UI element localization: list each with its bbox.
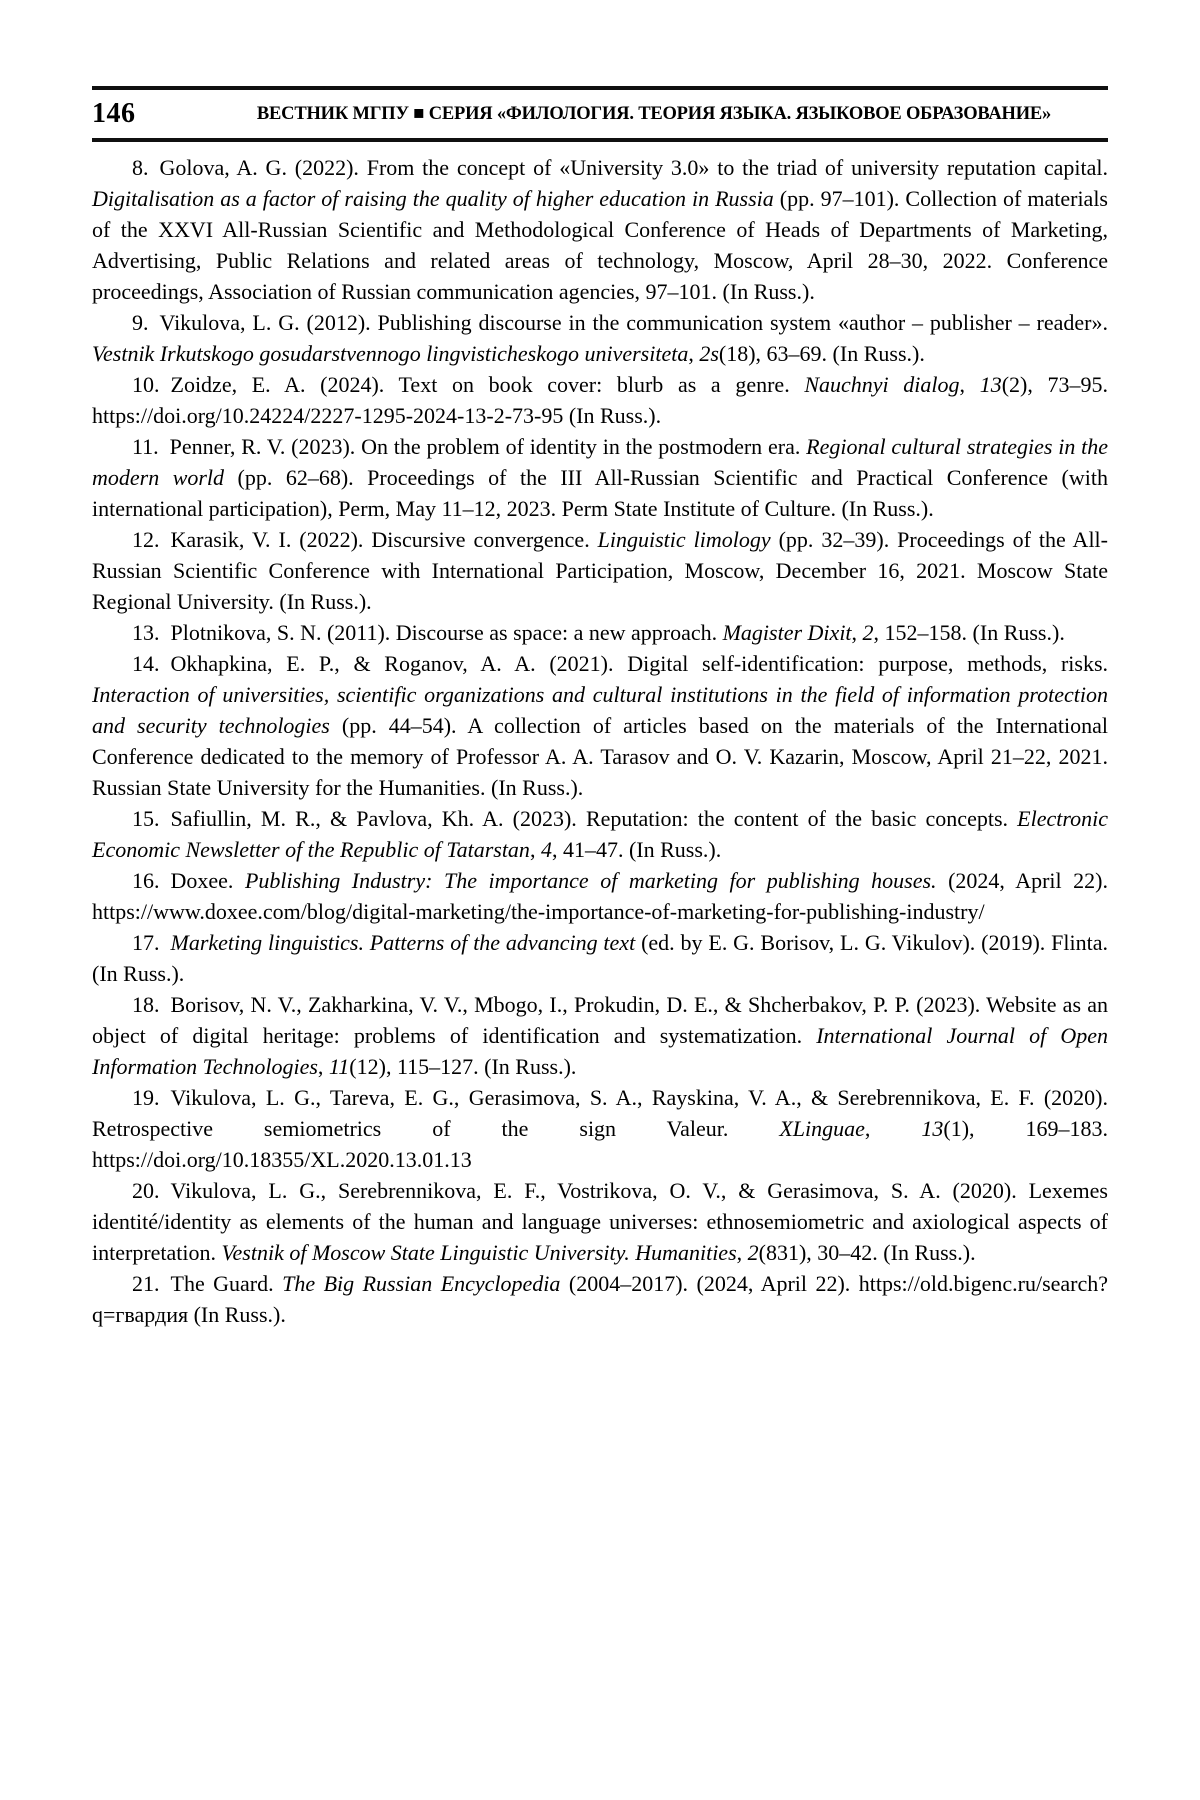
reference-item: [92, 152, 1108, 307]
ref-text-run: (2004–2017). (2024, April 22). https://old.bigenc.ru/search?q=гвардия (In Russ.).: [92, 1271, 1109, 1327]
ref-italic-run: 13: [921, 1116, 944, 1141]
ref-text-run: 11. Penner, R. V. (2023). On the problem of identity in the postmodern era.: [132, 434, 807, 459]
ref-text-run: (831), 30–42. (In Russ.).: [758, 1240, 976, 1265]
ref-italic-run: Electronic Economic Newsletter of the Republic of Tatarstan: [92, 806, 1108, 862]
reference-item: [92, 865, 1108, 927]
ref-text-run: (pp. 62–68). Proceedings of the III All-Russian Scientific and Practical Conference (with international participation), Perm, May 11–12, 2023. Perm State Institute of Culture. (In Russ.).: [92, 465, 1109, 521]
ref-italic-run: 4: [540, 837, 552, 862]
reference-item: [92, 927, 1108, 989]
ref-text-run: , 152–158. (In Russ.).: [873, 620, 1065, 645]
ref-text-run: (2024, April 22). https://www.doxee.com/blog/digital-marketing/the-importance-of-marketing-for-publishing-industry/: [92, 868, 1108, 924]
ref-text-run: (pp. 32–39). Proceedings of the All-Russian Scientific Conference with International Participation, Moscow, December 16, 2021. Moscow State Regional University. (In Russ.).: [92, 527, 1108, 614]
ref-text-run: 13. Plotnikova, S. N. (2011). Discourse as space: a new approach.: [132, 620, 723, 645]
ref-text-run: 19. Vikulova, L. G., Tareva, E. G., Gerasimova, S. A., Rayskina, V. A., & Serebrennikova, E. F. (2020). Retrospective semiometrics of the sign Valeur.: [92, 1085, 1108, 1141]
ref-text-run: (1), 169–183. https://doi.org/10.18355/XL.2020.13.01.13: [92, 1116, 1109, 1172]
ref-text-run: 10. Zoidze, E. A. (2024). Text on book cover: blurb as a genre.: [132, 372, 805, 397]
reference-item: [92, 431, 1108, 524]
ref-italic-run: 13: [979, 372, 1002, 397]
ref-italic-run: XLinguae: [779, 1116, 865, 1141]
ref-text-run: (12), 115–127. (In Russ.).: [349, 1054, 577, 1079]
ref-text-run: , 41–47. (In Russ.).: [551, 837, 722, 862]
ref-text-run: 8. Golova, A. G. (2022). From the concept of «University 3.0» to the triad of university reputation capital.: [132, 155, 1108, 180]
reference-item: [92, 307, 1108, 369]
ref-text-run: 9. Vikulova, L. G. (2012). Publishing discourse in the communication system «author – publisher – reader».: [132, 310, 1108, 335]
running-header: [92, 86, 1108, 142]
ref-text-run: ,: [317, 1054, 329, 1079]
reference-item: [92, 524, 1108, 617]
ref-italic-run: 2s: [699, 341, 719, 366]
reference-item: [92, 803, 1108, 865]
reference-item: [92, 1175, 1108, 1268]
reference-item: [92, 1268, 1108, 1330]
ref-italic-run: Interaction of universities, scientific organizations and cultural institutions in the field of information protection and security technologies: [92, 682, 1108, 738]
ref-text-run: 15. Safiullin, M. R., & Pavlova, Kh. A. (2023). Reputation: the content of the basic concepts.: [132, 806, 1018, 831]
ref-text-run: (pp. 44–54). A collection of articles based on the materials of the International Conference dedicated to the memory of Professor A. A. Tarasov and O. V. Kazarin, Moscow, April 21–22, 2021. Russian State University for the Humanities. (In Russ.).: [92, 713, 1108, 800]
page-number: 146: [92, 98, 136, 129]
ref-text-run: 14. Okhapkina, E. P., & Roganov, A. A. (2021). Digital self-identification: purpose, methods, risks.: [132, 651, 1108, 676]
ref-italic-run: Publishing Industry: The importance of marketing for publishing houses.: [244, 868, 937, 893]
ref-text-run: ,: [959, 372, 980, 397]
journal-header-title: ВЕСТНИК МГПУ ■ СЕРИЯ «ФИЛОЛОГИЯ. ТЕОРИЯ ЯЗЫКА. ЯЗЫКОВОЕ ОБРАЗОВАНИЕ»: [256, 103, 1052, 124]
ref-text-run: ,: [529, 837, 541, 862]
ref-italic-run: Magister Dixit: [722, 620, 852, 645]
references-list: [92, 152, 1108, 1330]
reference-item: [92, 369, 1108, 431]
ref-italic-run: Linguistic limology: [597, 527, 771, 552]
ref-text-run: 20. Vikulova, L. G., Serebrennikova, E. F., Vostrikova, O. V., & Gerasimova, S. A. (2020). Lexemes identité/identity as elements of the human and language universes: ethnosemiometric and axiological aspects of interpretation.: [92, 1178, 1108, 1265]
ref-text-run: ,: [851, 620, 863, 645]
ref-text-run: 18. Borisov, N. V., Zakharkina, V. V., Mbogo, I., Prokudin, D. E., & Shcherbakov, P. P. (2023). Website as an object of digital heritage: problems of identification and systematization.: [92, 992, 1108, 1048]
ref-italic-run: International Journal of Open Information Technologies: [92, 1023, 1108, 1079]
ref-italic-run: Digitalisation as a factor of raising the quality of higher education in Russia: [92, 186, 774, 211]
ref-italic-run: Marketing linguistics. Patterns of the advancing text: [170, 930, 636, 955]
ref-italic-run: Regional cultural strategies in the modern world: [92, 434, 1108, 490]
ref-text-run: 16. Doxee.: [132, 868, 245, 893]
ref-text-run: 12. Karasik, V. I. (2022). Discursive convergence.: [132, 527, 598, 552]
header-rule-bottom: [92, 138, 1108, 142]
ref-text-run: ,: [736, 1240, 748, 1265]
ref-text-run: ,: [864, 1116, 922, 1141]
ref-text-run: (2), 73–95. https://doi.org/10.24224/2227-1295-2024-13-2-73-95 (In Russ.).: [92, 372, 1108, 428]
reference-item: [92, 1082, 1108, 1175]
ref-text-run: (pp. 97–101). Collection of materials of the XXVI All-Russian Scientific and Methodological Conference of Heads of Departments of Marketing, Advertising, Public Relations and related areas of technology, Moscow, April 28–30, 2022. Conference proceedings, Association of Russian communication agencies, 97–101. (In Russ.).: [92, 186, 1108, 304]
reference-item: [92, 617, 1108, 648]
ref-text-run: 17.: [132, 930, 171, 955]
ref-italic-run: 2: [862, 620, 874, 645]
reference-item: [92, 648, 1108, 803]
ref-text-run: (ed. by E. G. Borisov, L. G. Vikulov). (2019). Flinta. (In Russ.).: [92, 930, 1109, 986]
ref-italic-run: Nauchnyi dialog: [804, 372, 960, 397]
ref-italic-run: 11: [328, 1054, 350, 1079]
ref-italic-run: The Big Russian Encyclopedia: [282, 1271, 561, 1296]
ref-text-run: ,: [688, 341, 700, 366]
ref-text-run: 21. The Guard.: [132, 1271, 283, 1296]
ref-text-run: (18), 63–69. (In Russ.).: [718, 341, 925, 366]
ref-italic-run: Vestnik of Moscow State Linguistic University. Humanities: [221, 1240, 737, 1265]
reference-item: [92, 989, 1108, 1082]
ref-italic-run: Vestnik Irkutskogo gosudarstvennogo lingvisticheskogo universiteta: [92, 341, 689, 366]
ref-italic-run: 2: [747, 1240, 759, 1265]
